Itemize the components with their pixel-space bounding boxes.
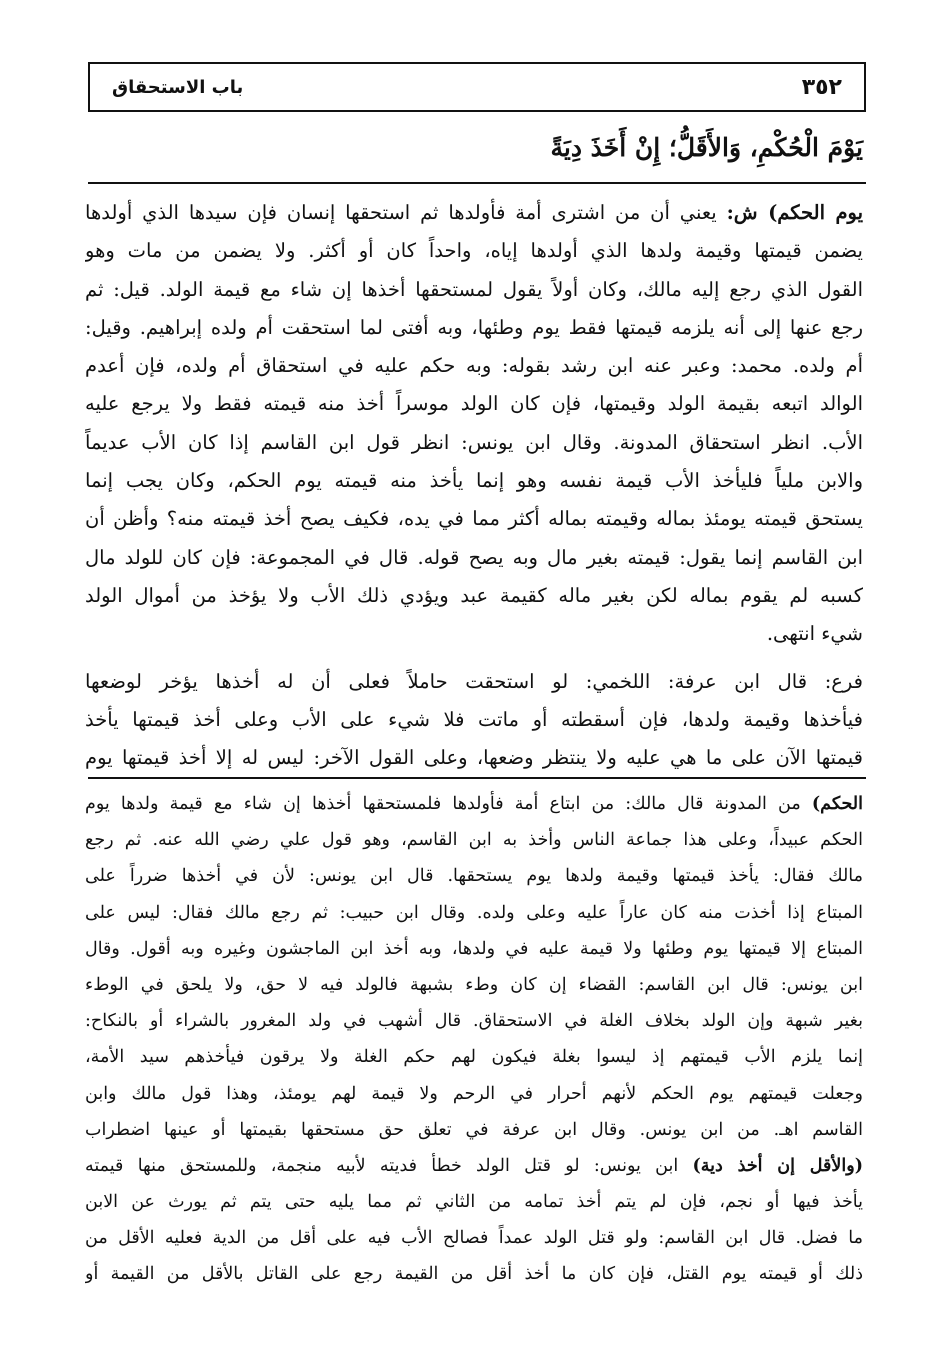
notes-first-line: من المدونة قال مالك: من ابتاع أمة فأولدها فلمستحقها أخذها إن شاء مع قيمة ولدها يوم: [85, 794, 801, 814]
matn-text: يَوْمَ الْحُكْمِ، وَالأَقَلُّ؛ إِنْ أَخَذَ دِيَةً: [550, 133, 863, 162]
notes-line-lead2-rest: ابن يونس: لو قتل الولد خطأ فديته لأبيه منجمة، وللمستحق منها قيمته: [85, 1155, 679, 1176]
commentary-lead: يوم الحكم) ش:: [726, 201, 863, 224]
commentary-line: شيء انتهى.: [766, 622, 863, 646]
notes-line: الحكم عبيداً، وعلى هذا جماعة الناس وأخذ به ابن القاسم، وهو قول علي رضي الله عنه. ثم رجع: [85, 830, 863, 851]
commentary-line: الأب. انظر استحقاق المدونة. وقال ابن يونس: انظر قول ابن القاسم إذا كان الأب عديماً: [85, 430, 863, 454]
divider-notes: [88, 777, 866, 779]
commentary-line: ابن القاسم إنما يقول: قيمته بغير مال وبه يصح قوله. قال في المجموعة: فإن كان للولد مال: [85, 545, 863, 569]
notes-line: المبتاع إلا قيمتها يوم وطئها ولا قيمة عليه في ولدها، وبه أخذ ابن الماجشون وغيره وبه أقول. وقال: [85, 938, 863, 959]
notes-line: المبتاع إذا أخذت منه كان عاراً عليه وعلى ولده. وقال ابن حبيب: ثم رجع مالك فقال: ليس على: [85, 902, 863, 923]
commentary-line: رجع عنها إلى أنه يلزمه قيمتها فقط يوم وطئها، وبه أفتى لما استحقت أم ولده إبراهيم. وقيل:: [85, 315, 863, 339]
notes-line: القاسم اهـ. من ابن يونس. وقال ابن عرفة في تعلق حق مستحقها بقيمتها أو عينها اضطراب: [85, 1119, 863, 1140]
notes-line: يأخذ فيها أو نجم، فإن لم يتم أخذ تمامه من الثاني ثم مما يليه حتى يتم ثم يورث عن الابن: [85, 1192, 863, 1213]
commentary-section: [85, 194, 863, 777]
commentary-line: أم ولده. محمد: وعبر عنه ابن رشد بقوله: وبه حكم عليه في استحقاق أم ولده، فإن أعدم: [85, 354, 863, 378]
commentary-line: كسبه لم يقوم بماله لكن بغير ماله كقيمة عبد ويؤدي ذلك الأب ولا يؤخذ من أموال الولد: [85, 583, 863, 607]
commentary-line: فرع: قال ابن عرفة: اللخمي: لو استحقت حاملاً فعلى أن له أخذها يؤخر لوضعها: [85, 669, 863, 693]
notes-line: إنما يلزم الأب قيمتهم إذ ليسوا بغلة فيكون لهم حكم الغلة ولا يرقون فيأخذهم سيد الأمة،: [85, 1047, 863, 1068]
notes-line: مالك فقال: يأخذ قيمتها وقيمة ولدها يوم يستحقها. قال ابن يونس: لأن في أخذها ضرراً على: [85, 866, 863, 887]
notes-lead: الحكم): [811, 794, 863, 814]
notes-section: [85, 786, 863, 1293]
notes-line: بغير شبهة وإن الولد بخلاف الغلة في الاستحقاق. قال أشهب في ولد المغرور بالشراء أو بالنكاح:: [85, 1011, 863, 1032]
commentary-line: يستحق قيمته يومئذ بماله وقيمته بماله أكثر مما في يده، فكيف يصح أخذ قيمته منه؟ وأظن أن: [85, 507, 863, 531]
notes-line: ما فضل. قال ابن القاسم: ولو قتل الولد عمداً فصالح الأب فيه على أقل من الدية فعليه الأقل من: [85, 1228, 863, 1249]
paragraph-gap: [85, 654, 863, 663]
commentary-line: فيأخذها وقيمة ولدها، فإن أسقطته أو ماتت فلا شيء على الأب وعلى أخذ قيمتها يأخذ: [85, 707, 863, 731]
commentary-line: القول الذي رجع إليه مالك، وكان أولاً يقول لمستحقها أخذها إن شاء مع قيمة الولد. قيل: ثم: [85, 277, 863, 301]
notes-line: ابن يونس: قال ابن القاسم: القضاء إن كان وطء بشبهة فالولد فيه لا حق، ولا يلحق في الوطء: [85, 974, 863, 995]
notes-line: [85, 786, 863, 822]
notes-line: وجعلت قيمتهم يوم الحكم لأنهم أحرار في الرحم ولا قيمة لهم يومئذ، وهذا قول مالك وابن: [85, 1083, 863, 1104]
commentary-line: [85, 194, 863, 232]
commentary-line: والابن ملياً فليأخذ الأب قيمة نفسه وهو إنما يأخذ منه قيمته يوم الحكم، وكان يجب إنما: [85, 469, 863, 493]
page-number: ٣٥٢: [801, 74, 842, 100]
chapter-title: باب الاستحقاق: [112, 76, 244, 98]
notes-line: [85, 1148, 863, 1184]
commentary-line: الوالد اتبعه بقيمة الولد وقيمتها، فإن كان الولد موسراً أخذ منه قيمته فقط ولا يرجع عليه: [85, 392, 863, 416]
notes-lead-2: (والأقل إن أخذ دية): [692, 1155, 863, 1176]
commentary-line: يضمن قيمتها وقيمة ولدها الذي أولدها إياه، واحداً كان أو أكثر. ولا يضمن من مات وهو: [85, 239, 863, 263]
commentary-line: قيمتها الآن على ما هي عليه ولا ينتظر وضعها، وعلى القول الآخر: ليس له إلا أخذ قيمتها يوم: [85, 746, 863, 770]
divider-top: [88, 182, 866, 184]
commentary-first-line: يعني أن من اشترى أمة فأولدها ثم استحقها إنسان فإن سيدها الذي أولدها: [85, 201, 717, 224]
page-header: [88, 62, 866, 112]
notes-line: ذلك أو قيمته يوم القتل، فإن كان ما أخذ أقل من القيمة رجع على القاتل بالأقل من القيمة أو: [85, 1264, 863, 1285]
